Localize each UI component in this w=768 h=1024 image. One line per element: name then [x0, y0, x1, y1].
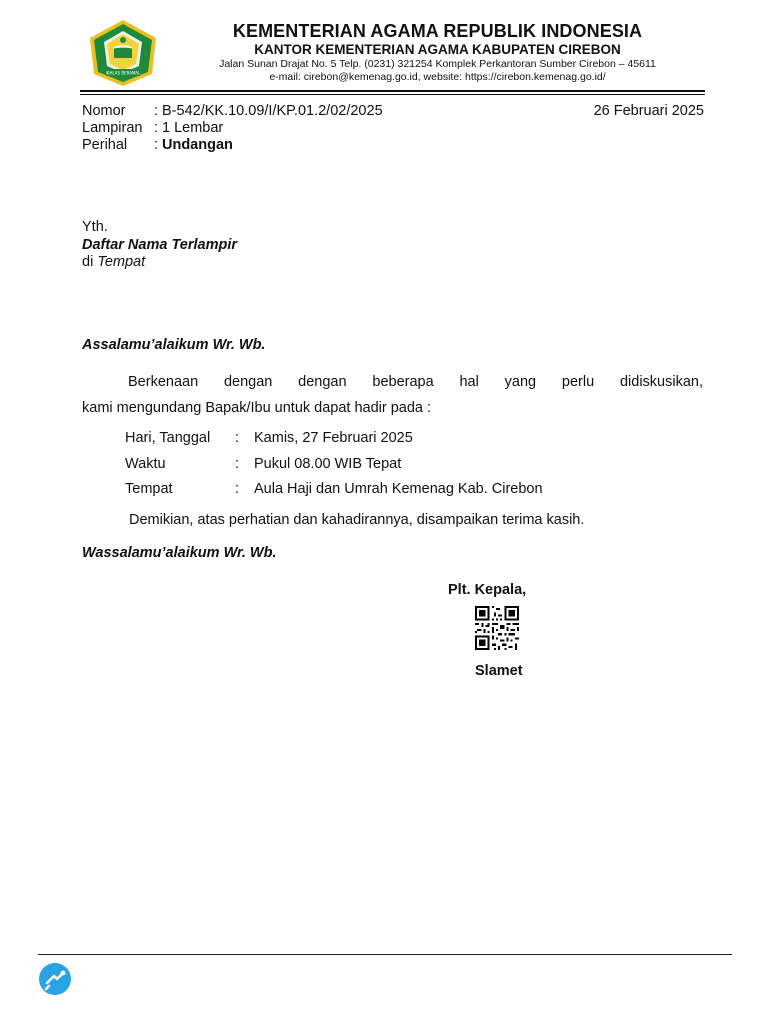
letterhead-divider	[80, 90, 705, 92]
ministry-name: KEMENTERIAN AGAMA REPUBLIK INDONESIA	[232, 21, 643, 41]
lampiran-label: Lampiran	[82, 120, 143, 136]
closing-sentence: Demikian, atas perhatian dan kahadirannya, disampaikan terima kasih.	[129, 512, 585, 528]
perihal-colon: :	[154, 137, 159, 153]
detail-value: Aula Haji dan Umrah Kemenag Kab. Cirebon	[254, 481, 543, 497]
lampiran-colon: :	[154, 120, 159, 136]
svg-text:IKHLAS BERAMAL: IKHLAS BERAMAL	[105, 70, 141, 76]
detail-row	[125, 452, 543, 478]
signatory-name: Slamet	[475, 663, 523, 679]
body-line-2: kami mengundang Bapak/Ibu untuk dapat hadir pada :	[82, 400, 432, 416]
perihal-label: Perihal	[82, 137, 128, 153]
meta-lampiran	[82, 120, 383, 137]
body-paragraph	[82, 369, 703, 421]
letterhead	[170, 20, 705, 84]
letter-meta	[82, 103, 383, 154]
kemenag-logo	[86, 18, 160, 88]
detail-colon: :	[235, 430, 240, 446]
office-address: Jalan Sunan Drajat No. 5 Telp. (0231) 321254 Komplek Perkantoran Sumber Cirebon – 45611	[219, 58, 656, 70]
recipient-place	[82, 254, 237, 272]
footer-divider	[38, 954, 732, 955]
qr-code-signature	[475, 606, 519, 650]
detail-value: Kamis, 27 Februari 2025	[254, 430, 413, 446]
recipient-di: di	[82, 254, 94, 270]
office-name: KANTOR KEMENTERIAN AGAMA KABUPATEN CIREBON	[254, 42, 621, 57]
document-viewer-logo-icon[interactable]	[38, 962, 72, 996]
detail-label: Waktu	[125, 455, 166, 472]
detail-row	[125, 426, 543, 452]
meta-perihal	[82, 137, 383, 154]
detail-colon: :	[235, 455, 240, 472]
nomor-label: Nomor	[82, 103, 126, 119]
signatory-title: Plt. Kepala,	[448, 582, 527, 598]
detail-colon: :	[235, 481, 240, 497]
detail-label: Hari, Tanggal	[125, 430, 211, 446]
letter-date: 26 Februari 2025	[593, 103, 704, 119]
farewell: Wassalamu’alaikum Wr. Wb.	[82, 545, 277, 561]
recipient-yth: Yth.	[82, 219, 108, 235]
detail-value: Pukul 08.00 WIB Tepat	[254, 455, 402, 472]
perihal-value: Undangan	[162, 137, 233, 153]
detail-label: Tempat	[125, 481, 173, 497]
lampiran-value: 1 Lembar	[162, 120, 224, 136]
recipient-block	[82, 219, 237, 272]
recipient-name: Daftar Nama Terlampir	[82, 236, 237, 253]
recipient-place-value: Tempat	[97, 254, 146, 270]
event-details	[125, 426, 543, 503]
meta-nomor	[82, 103, 383, 120]
nomor-value: B-542/KK.10.09/I/KP.01.2/02/2025	[162, 103, 383, 119]
letterhead-divider-thin	[80, 94, 705, 95]
office-contact: e-mail: cirebon@kemenag.go.id, website: https://cirebon.kemenag.go.id/	[269, 71, 606, 83]
detail-row	[125, 477, 543, 503]
nomor-colon: :	[154, 103, 159, 119]
greeting: Assalamu’alaikum Wr. Wb.	[82, 337, 266, 353]
body-line-1: Berkenaan dengan dengan beberapa hal yang perlu didiskusikan,	[128, 374, 703, 390]
